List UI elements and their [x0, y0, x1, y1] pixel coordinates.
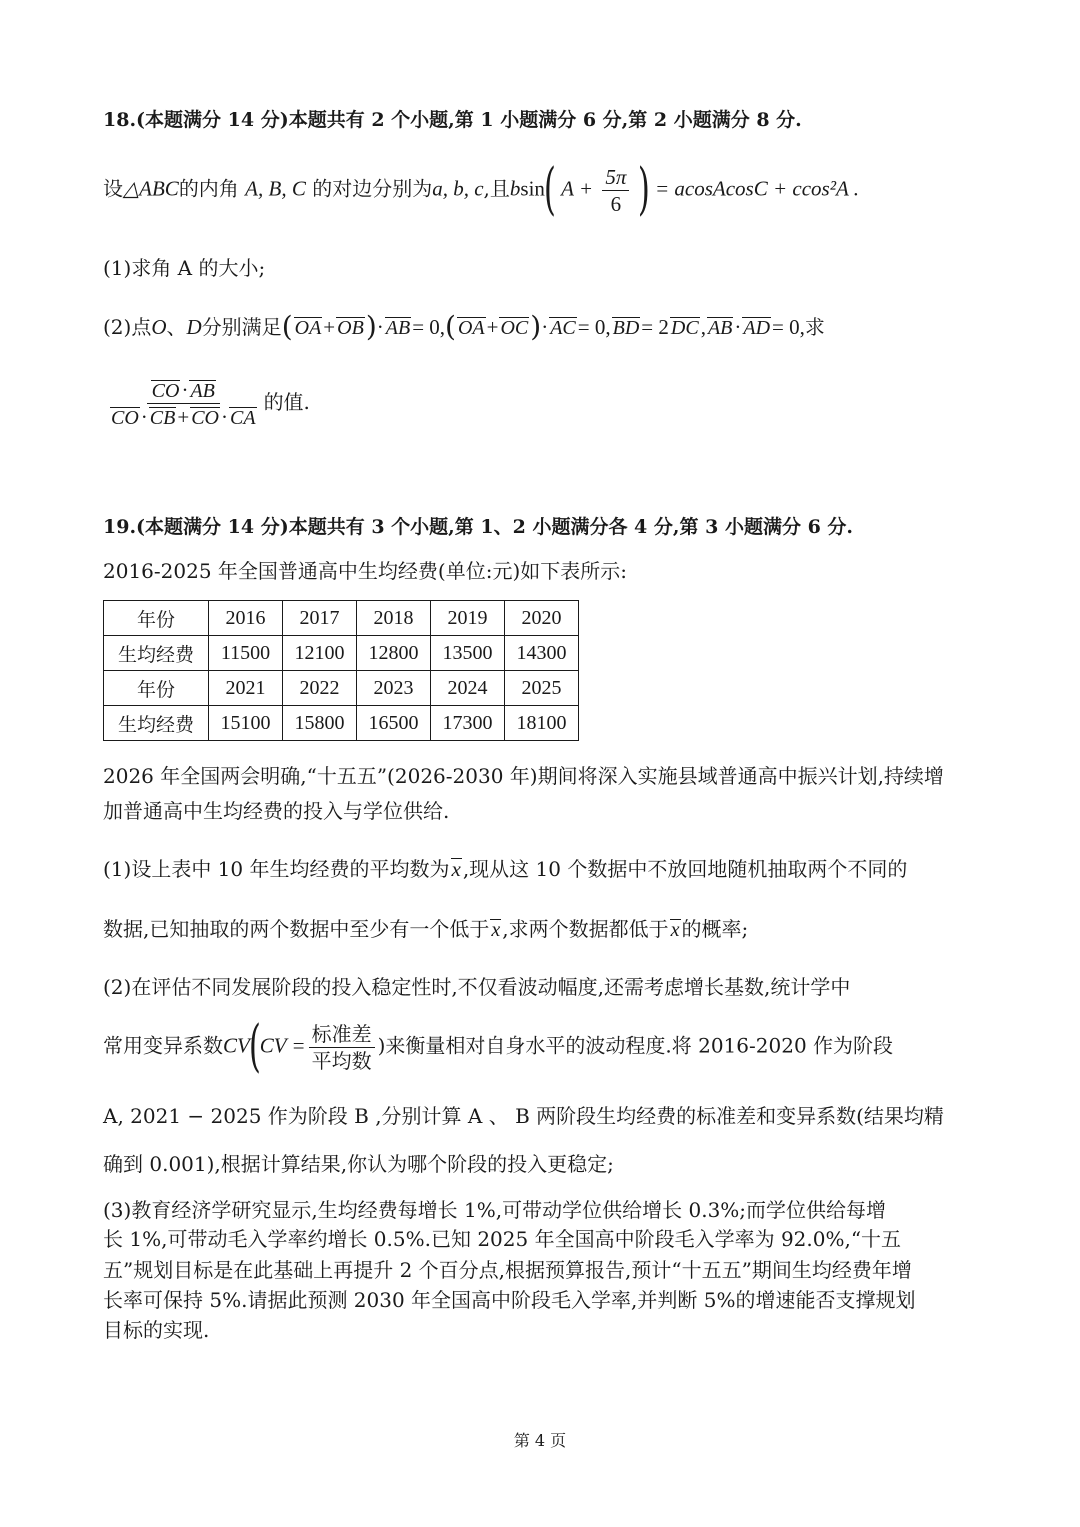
vector-ad: AD: [743, 317, 771, 339]
q19-s1-text: ,现从这 10 个数据中不放回地随机抽取两个不同的: [462, 857, 908, 881]
q18-sep: 、: [166, 315, 187, 339]
table-row: [104, 706, 579, 741]
table-cell: 2018: [357, 601, 431, 636]
table-cell: 2022: [283, 671, 357, 706]
q18-result: [103, 378, 310, 429]
vector-co: CO: [111, 407, 139, 429]
x-bar: x: [451, 857, 461, 881]
left-paren: (: [543, 157, 556, 222]
vector-ab: AB: [190, 380, 215, 402]
q19-s3-l1: (3)教育经济学研究显示,生均经费每增长 1%,可带动学位供给增长 0.3%;而学位供给每增: [103, 1198, 887, 1222]
q18-cond3-eq: = 2: [641, 315, 669, 339]
q19-intro: 2016-2025 年全国普通高中生均经费(单位:元)如下表所示:: [103, 559, 627, 583]
q18-fraction: [602, 165, 629, 216]
q19-s1-l2: [103, 915, 748, 943]
table-cell: 2019: [431, 601, 505, 636]
table-header-year: 年份: [104, 601, 209, 636]
vector-ob: OB: [337, 317, 364, 339]
vector-oc: OC: [500, 317, 529, 339]
table-row: [104, 601, 579, 636]
q18-part2: (2)点O、D分别满足( OA+ OB)· AB= 0,( OA+ OC)· AC= 0, BD= 2 DC, AB· AD= 0,求: [103, 310, 825, 343]
table-cell: 15800: [283, 706, 357, 741]
table-cell: 17300: [431, 706, 505, 741]
q18-result-fraction: [106, 378, 261, 429]
q18-eq-right: = acosAcosC + ccos²A .: [654, 176, 859, 201]
q19-para-l2: 加普通高中生均经费的投入与学位供给.: [103, 799, 450, 823]
table-cell: 15100: [209, 706, 283, 741]
cost-table: [103, 600, 579, 741]
cv-fraction: [309, 1022, 375, 1073]
q18-angles: A, B, C: [245, 176, 306, 201]
table-header-cost: 生均经费: [104, 706, 209, 741]
table-header-year: 年份: [104, 671, 209, 706]
cv-frac-den: 平均数: [311, 1048, 372, 1073]
q18-part1: (1)求角 A 的大小;: [103, 256, 266, 280]
q19-s2-text: )来衡量相对自身水平的波动程度.将 2016-2020 作为阶段: [377, 1033, 894, 1058]
q18-frac-den: 6: [610, 191, 622, 216]
q19-s1-text: 数据,已知抽取的两个数据中至少有一个低于: [103, 917, 490, 941]
vector-ab: AB: [385, 317, 411, 339]
table-cell: 2024: [431, 671, 505, 706]
vector-ab: AB: [707, 317, 733, 339]
table-cell: 16500: [357, 706, 431, 741]
q18-triangle: △ABC: [123, 176, 179, 201]
q19-s3-l3: 五”规划目标是在此基础上再提升 2 个百分点,根据预算报告,预计“十五五”期间生均经费年增: [103, 1258, 912, 1282]
table-cell: 2025: [505, 671, 579, 706]
q19-s3-l5: 目标的实现.: [103, 1318, 210, 1342]
q18-frac-num: 5π: [602, 165, 629, 191]
q19-s2-l3: A, 2021 − 2025 作为阶段 B ,分别计算 A 、 B 两阶段生均经费的标准差和变异系数(结果均精: [103, 1104, 944, 1128]
vector-dc: DC: [670, 317, 699, 339]
q18-part2-text: 分别满足: [201, 315, 282, 339]
point-o: O: [151, 315, 167, 339]
table-cell: 2017: [283, 601, 357, 636]
q19-s1-text: 的概率;: [681, 917, 749, 941]
vector-co: CO: [191, 407, 219, 429]
q18-cond1-tail: = 0,: [412, 315, 446, 339]
q18-result-suffix: 的值.: [263, 390, 310, 414]
q18-a-plus: A +: [561, 176, 593, 201]
q19-s2-l2: [103, 1014, 894, 1079]
table-cell: 2020: [505, 601, 579, 636]
left-paren: (: [248, 1014, 261, 1079]
point-d: D: [186, 315, 202, 339]
table-cell: 12100: [283, 636, 357, 671]
vector-cb: CB: [149, 407, 176, 429]
table-cell: 12800: [357, 636, 431, 671]
q19-s2-l4: 确到 0.001),根据计算结果,你认为哪个阶段的投入更稳定;: [103, 1152, 614, 1176]
x-bar: x: [670, 919, 680, 941]
vector-ca: CA: [230, 407, 256, 429]
q18-stem-text: 设: [103, 176, 123, 201]
table-cell: 18100: [505, 706, 579, 741]
q18-sin: sin: [520, 176, 545, 201]
result-denominator: CO· CB+ CO· CA: [111, 405, 256, 429]
table-cell: 2021: [209, 671, 283, 706]
q18-cond2-tail: = 0,: [577, 315, 611, 339]
table-cell: 13500: [431, 636, 505, 671]
cv-frac-num: 标准差: [309, 1022, 375, 1048]
q19-heading: 19.(本题满分 14 分)本题共有 3 个小题,第 1、2 小题满分各 4 分,第 3 小题满分 6 分.: [103, 516, 854, 538]
table-cell: 2016: [209, 601, 283, 636]
q19-s2-text: 常用变异系数: [103, 1033, 223, 1058]
vector-bd: BD: [612, 317, 640, 339]
cv-symbol: CV: [223, 1033, 250, 1058]
page-number: 第 4 页: [513, 1431, 567, 1450]
vector-oa: OA: [457, 317, 485, 339]
table-cell: 2023: [357, 671, 431, 706]
q19-s1-l1: [103, 855, 907, 883]
q19-s1-text: ,求两个数据都低于: [502, 917, 669, 941]
q18-stem: [103, 157, 859, 222]
q18-heading: 18.(本题满分 14 分)本题共有 2 个小题,第 1 小题满分 6 分,第 2 小题满分 8 分.: [103, 109, 802, 131]
q18-stem-text: 的对边分别为: [312, 176, 433, 201]
vector-ac: AC: [550, 317, 576, 339]
q19-s3-l4: 长率可保持 5%.请据此预测 2030 年全国高中阶段毛入学率,并判断 5%的增速能否支撑规划: [103, 1288, 916, 1312]
table-row: [104, 671, 579, 706]
table-cell: 11500: [209, 636, 283, 671]
vector-oa: OA: [294, 317, 322, 339]
result-numerator: CO· AB: [147, 378, 220, 404]
x-bar: x: [491, 919, 501, 941]
q18-stem-text: ,且: [483, 176, 510, 201]
right-paren: ): [637, 157, 650, 222]
q19-para-l1: 2026 年全国两会明确,“十五五”(2026-2030 年)期间将深入实施县域普通高中振兴计划,持续增: [103, 764, 944, 788]
q18-eq-left: b: [509, 176, 521, 201]
table-header-cost: 生均经费: [104, 636, 209, 671]
q19-s3-l2: 长 1%,可带动毛入学率约增长 0.5%.已知 2025 年全国高中阶段毛入学率为 92.0%,“十五: [103, 1227, 902, 1251]
q19-s1-text: (1)设上表中 10 年生均经费的平均数为: [103, 857, 450, 881]
q18-cond4-eq: = 0,: [772, 315, 805, 339]
q18-part2-text: (2)点: [103, 315, 152, 339]
vector-co: CO: [151, 380, 180, 402]
q18-stem-text: 的内角: [178, 176, 239, 201]
q18-sides: a, b, c: [432, 176, 484, 201]
table-row: [104, 636, 579, 671]
q18-cond-end: 求: [804, 315, 825, 339]
table-cell: 14300: [505, 636, 579, 671]
cv-equation: CV =: [259, 1033, 306, 1058]
q19-s2-l1: (2)在评估不同发展阶段的投入稳定性时,不仅看波动幅度,还需考虑增长基数,统计学中: [103, 975, 851, 999]
